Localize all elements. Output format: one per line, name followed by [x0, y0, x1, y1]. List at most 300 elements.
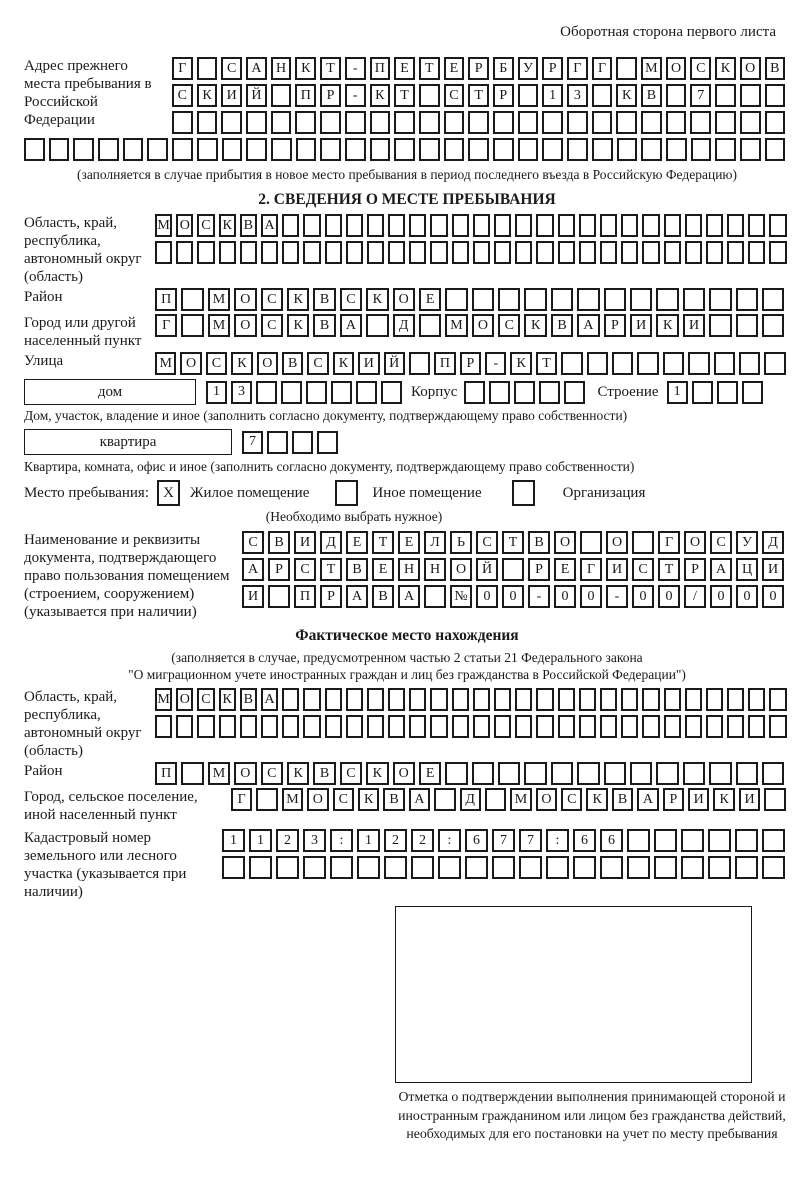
char-cell[interactable] — [708, 829, 731, 852]
actual-region-row-1[interactable] — [155, 688, 787, 711]
char-cell[interactable]: 1 — [249, 829, 272, 852]
char-cell[interactable]: С — [261, 314, 283, 337]
char-cell[interactable]: Д — [393, 314, 415, 337]
char-cell[interactable]: О — [180, 352, 201, 375]
char-cell[interactable] — [24, 138, 45, 161]
char-cell[interactable]: Т — [468, 84, 489, 107]
char-cell[interactable] — [739, 352, 760, 375]
char-cell[interactable] — [419, 138, 440, 161]
char-cell[interactable]: № — [450, 585, 472, 608]
char-cell[interactable] — [465, 856, 488, 879]
char-cell[interactable] — [579, 214, 596, 237]
char-cell[interactable] — [409, 214, 426, 237]
char-cell[interactable] — [558, 214, 575, 237]
char-cell[interactable] — [664, 715, 681, 738]
char-cell[interactable]: Е — [394, 57, 415, 80]
char-cell[interactable]: Г — [580, 558, 602, 581]
char-cell[interactable]: М — [641, 57, 662, 80]
char-cell[interactable] — [221, 111, 242, 134]
apartment-number-row[interactable] — [242, 431, 338, 454]
char-cell[interactable] — [493, 111, 514, 134]
char-cell[interactable]: С — [307, 352, 328, 375]
char-cell[interactable]: П — [155, 288, 177, 311]
char-cell[interactable]: А — [577, 314, 599, 337]
char-cell[interactable]: О — [472, 314, 494, 337]
char-cell[interactable] — [706, 241, 723, 264]
char-cell[interactable]: И — [739, 788, 760, 811]
char-cell[interactable] — [685, 715, 702, 738]
char-cell[interactable] — [367, 214, 384, 237]
char-cell[interactable] — [681, 829, 704, 852]
char-cell[interactable]: С — [710, 531, 732, 554]
char-cell[interactable] — [592, 138, 613, 161]
char-cell[interactable]: М — [445, 314, 467, 337]
char-cell[interactable]: К — [713, 788, 734, 811]
char-cell[interactable]: Д — [460, 788, 481, 811]
char-cell[interactable] — [748, 241, 765, 264]
char-cell[interactable] — [430, 214, 447, 237]
char-cell[interactable] — [73, 138, 94, 161]
char-cell[interactable]: О — [393, 288, 415, 311]
char-cell[interactable] — [246, 111, 267, 134]
char-cell[interactable]: Г — [658, 531, 680, 554]
char-cell[interactable] — [709, 314, 731, 337]
char-cell[interactable] — [742, 381, 763, 404]
char-cell[interactable] — [181, 314, 203, 337]
char-cell[interactable] — [445, 288, 467, 311]
char-cell[interactable] — [681, 856, 704, 879]
char-cell[interactable]: Д — [320, 531, 342, 554]
char-cell[interactable] — [176, 715, 193, 738]
char-cell[interactable] — [536, 715, 553, 738]
cadastre-row-2[interactable] — [222, 856, 785, 879]
char-cell[interactable] — [320, 138, 341, 161]
char-cell[interactable]: Г — [592, 57, 613, 80]
char-cell[interactable]: С — [261, 288, 283, 311]
char-cell[interactable] — [519, 856, 542, 879]
char-cell[interactable]: Й — [246, 84, 267, 107]
char-cell[interactable]: Р — [268, 558, 290, 581]
char-cell[interactable]: Г — [172, 57, 193, 80]
char-cell[interactable]: Т — [419, 57, 440, 80]
char-cell[interactable] — [367, 715, 384, 738]
char-cell[interactable] — [384, 856, 407, 879]
char-cell[interactable]: Г — [155, 314, 177, 337]
char-cell[interactable] — [546, 856, 569, 879]
char-cell[interactable] — [727, 214, 744, 237]
char-cell[interactable]: П — [370, 57, 391, 80]
char-cell[interactable] — [567, 138, 588, 161]
char-cell[interactable]: С — [172, 84, 193, 107]
char-cell[interactable] — [452, 715, 469, 738]
char-cell[interactable] — [518, 138, 539, 161]
char-cell[interactable]: 3 — [231, 381, 252, 404]
document-row-1[interactable] — [242, 531, 784, 554]
char-cell[interactable] — [666, 138, 687, 161]
char-cell[interactable] — [551, 288, 573, 311]
char-cell[interactable] — [690, 111, 711, 134]
char-cell[interactable] — [542, 138, 563, 161]
char-cell[interactable] — [769, 715, 786, 738]
char-cell[interactable]: С — [498, 314, 520, 337]
char-cell[interactable]: А — [346, 585, 368, 608]
char-cell[interactable] — [769, 214, 786, 237]
char-cell[interactable]: У — [736, 531, 758, 554]
char-cell[interactable]: И — [606, 558, 628, 581]
char-cell[interactable]: И — [683, 314, 705, 337]
char-cell[interactable] — [616, 111, 637, 134]
char-cell[interactable]: Й — [476, 558, 498, 581]
char-cell[interactable] — [630, 762, 652, 785]
char-cell[interactable] — [123, 138, 144, 161]
char-cell[interactable] — [764, 352, 785, 375]
char-cell[interactable]: Е — [419, 762, 441, 785]
char-cell[interactable]: С — [476, 531, 498, 554]
char-cell[interactable] — [494, 241, 511, 264]
char-cell[interactable] — [654, 856, 677, 879]
char-cell[interactable]: М — [208, 288, 230, 311]
char-cell[interactable] — [282, 715, 299, 738]
char-cell[interactable] — [706, 214, 723, 237]
char-cell[interactable] — [268, 585, 290, 608]
prev-address-row-4[interactable] — [24, 138, 790, 161]
char-cell[interactable] — [579, 688, 596, 711]
char-cell[interactable]: О — [176, 688, 193, 711]
char-cell[interactable] — [367, 241, 384, 264]
char-cell[interactable]: К — [287, 762, 309, 785]
char-cell[interactable] — [664, 241, 681, 264]
char-cell[interactable]: Т — [536, 352, 557, 375]
char-cell[interactable] — [240, 241, 257, 264]
char-cell[interactable]: А — [398, 585, 420, 608]
char-cell[interactable]: А — [261, 688, 278, 711]
char-cell[interactable] — [181, 762, 203, 785]
char-cell[interactable]: А — [246, 57, 267, 80]
char-cell[interactable]: И — [221, 84, 242, 107]
char-cell[interactable] — [558, 241, 575, 264]
char-cell[interactable] — [769, 241, 786, 264]
char-cell[interactable]: : — [438, 829, 461, 852]
char-cell[interactable] — [736, 762, 758, 785]
char-cell[interactable] — [303, 241, 320, 264]
char-cell[interactable] — [600, 214, 617, 237]
char-cell[interactable]: Т — [372, 531, 394, 554]
char-cell[interactable]: 0 — [736, 585, 758, 608]
char-cell[interactable] — [715, 138, 736, 161]
char-cell[interactable] — [740, 84, 761, 107]
char-cell[interactable]: С — [197, 214, 214, 237]
char-cell[interactable] — [434, 788, 455, 811]
char-cell[interactable] — [438, 856, 461, 879]
char-cell[interactable] — [765, 111, 786, 134]
char-cell[interactable] — [714, 352, 735, 375]
char-cell[interactable] — [604, 762, 626, 785]
cadastre-row-1[interactable] — [222, 829, 785, 852]
char-cell[interactable] — [692, 381, 713, 404]
char-cell[interactable]: К — [219, 214, 236, 237]
char-cell[interactable] — [600, 856, 623, 879]
actual-district-row[interactable] — [155, 762, 784, 785]
char-cell[interactable] — [580, 531, 602, 554]
char-cell[interactable]: О — [307, 788, 328, 811]
char-cell[interactable] — [764, 788, 785, 811]
char-cell[interactable] — [424, 585, 446, 608]
char-cell[interactable] — [282, 688, 299, 711]
char-cell[interactable] — [317, 431, 338, 454]
stroenie-row[interactable] — [667, 381, 763, 404]
char-cell[interactable] — [147, 138, 168, 161]
char-cell[interactable] — [740, 111, 761, 134]
char-cell[interactable]: Д — [762, 531, 784, 554]
char-cell[interactable]: О — [234, 314, 256, 337]
char-cell[interactable] — [240, 715, 257, 738]
char-cell[interactable] — [271, 138, 292, 161]
char-cell[interactable]: Р — [663, 788, 684, 811]
char-cell[interactable]: Е — [444, 57, 465, 80]
char-cell[interactable]: : — [330, 829, 353, 852]
char-cell[interactable] — [331, 381, 352, 404]
char-cell[interactable] — [473, 715, 490, 738]
char-cell[interactable]: Р — [528, 558, 550, 581]
char-cell[interactable] — [409, 241, 426, 264]
char-cell[interactable]: В — [641, 84, 662, 107]
char-cell[interactable]: С — [340, 288, 362, 311]
char-cell[interactable]: 1 — [357, 829, 380, 852]
other-premises-checkbox[interactable] — [335, 480, 358, 506]
char-cell[interactable] — [464, 381, 485, 404]
char-cell[interactable] — [600, 241, 617, 264]
char-cell[interactable] — [492, 856, 515, 879]
char-cell[interactable]: / — [684, 585, 706, 608]
house-number-row[interactable] — [206, 381, 402, 404]
char-cell[interactable] — [197, 111, 218, 134]
char-cell[interactable]: Г — [231, 788, 252, 811]
char-cell[interactable] — [567, 111, 588, 134]
char-cell[interactable]: 2 — [276, 829, 299, 852]
char-cell[interactable] — [762, 288, 784, 311]
document-row-3[interactable] — [242, 585, 784, 608]
char-cell[interactable] — [394, 138, 415, 161]
char-cell[interactable]: А — [261, 214, 278, 237]
char-cell[interactable] — [325, 688, 342, 711]
prev-address-row-1[interactable] — [172, 57, 785, 80]
char-cell[interactable] — [536, 688, 553, 711]
char-cell[interactable] — [762, 829, 785, 852]
char-cell[interactable] — [637, 352, 658, 375]
region-row-1[interactable] — [155, 214, 787, 237]
char-cell[interactable]: О — [740, 57, 761, 80]
char-cell[interactable] — [592, 84, 613, 107]
char-cell[interactable]: К — [656, 314, 678, 337]
char-cell[interactable] — [261, 241, 278, 264]
char-cell[interactable] — [524, 762, 546, 785]
char-cell[interactable]: 0 — [632, 585, 654, 608]
char-cell[interactable]: Р — [542, 57, 563, 80]
char-cell[interactable] — [736, 314, 758, 337]
char-cell[interactable]: Г — [567, 57, 588, 80]
char-cell[interactable]: Р — [604, 314, 626, 337]
char-cell[interactable] — [388, 214, 405, 237]
char-cell[interactable] — [356, 381, 377, 404]
char-cell[interactable] — [494, 715, 511, 738]
char-cell[interactable] — [709, 762, 731, 785]
char-cell[interactable]: В — [528, 531, 550, 554]
char-cell[interactable] — [518, 84, 539, 107]
char-cell[interactable] — [765, 138, 786, 161]
char-cell[interactable]: 0 — [580, 585, 602, 608]
char-cell[interactable]: Ь — [450, 531, 472, 554]
char-cell[interactable]: С — [690, 57, 711, 80]
char-cell[interactable]: 1 — [222, 829, 245, 852]
char-cell[interactable] — [600, 715, 617, 738]
char-cell[interactable] — [762, 314, 784, 337]
char-cell[interactable] — [303, 688, 320, 711]
char-cell[interactable] — [642, 715, 659, 738]
char-cell[interactable] — [303, 856, 326, 879]
char-cell[interactable]: С — [206, 352, 227, 375]
char-cell[interactable]: И — [762, 558, 784, 581]
char-cell[interactable] — [197, 138, 218, 161]
char-cell[interactable] — [473, 688, 490, 711]
char-cell[interactable] — [536, 241, 553, 264]
char-cell[interactable]: Т — [394, 84, 415, 107]
char-cell[interactable]: 3 — [567, 84, 588, 107]
char-cell[interactable] — [748, 688, 765, 711]
char-cell[interactable] — [685, 688, 702, 711]
char-cell[interactable]: Б — [493, 57, 514, 80]
char-cell[interactable] — [627, 829, 650, 852]
char-cell[interactable]: Е — [554, 558, 576, 581]
char-cell[interactable] — [577, 762, 599, 785]
char-cell[interactable]: Т — [320, 558, 342, 581]
char-cell[interactable] — [708, 856, 731, 879]
char-cell[interactable]: О — [176, 214, 193, 237]
char-cell[interactable] — [452, 241, 469, 264]
char-cell[interactable]: Й — [384, 352, 405, 375]
char-cell[interactable] — [621, 214, 638, 237]
char-cell[interactable]: 2 — [411, 829, 434, 852]
street-row[interactable] — [155, 352, 786, 375]
char-cell[interactable] — [518, 111, 539, 134]
char-cell[interactable] — [271, 111, 292, 134]
char-cell[interactable] — [346, 688, 363, 711]
char-cell[interactable] — [357, 856, 380, 879]
char-cell[interactable]: К — [370, 84, 391, 107]
char-cell[interactable]: В — [551, 314, 573, 337]
char-cell[interactable] — [656, 288, 678, 311]
char-cell[interactable]: 1 — [667, 381, 688, 404]
korpus-row[interactable] — [464, 381, 585, 404]
char-cell[interactable] — [762, 856, 785, 879]
char-cell[interactable]: К — [366, 762, 388, 785]
char-cell[interactable]: В — [282, 352, 303, 375]
char-cell[interactable]: Т — [502, 531, 524, 554]
char-cell[interactable] — [296, 138, 317, 161]
char-cell[interactable] — [345, 111, 366, 134]
char-cell[interactable] — [709, 288, 731, 311]
char-cell[interactable] — [430, 688, 447, 711]
char-cell[interactable] — [249, 856, 272, 879]
char-cell[interactable]: Р — [684, 558, 706, 581]
char-cell[interactable]: К — [586, 788, 607, 811]
char-cell[interactable]: 6 — [465, 829, 488, 852]
char-cell[interactable]: М — [208, 762, 230, 785]
char-cell[interactable] — [524, 288, 546, 311]
char-cell[interactable]: 6 — [573, 829, 596, 852]
document-row-2[interactable] — [242, 558, 784, 581]
char-cell[interactable]: О — [554, 531, 576, 554]
char-cell[interactable] — [197, 57, 218, 80]
char-cell[interactable]: В — [765, 57, 786, 80]
char-cell[interactable] — [473, 214, 490, 237]
char-cell[interactable] — [612, 352, 633, 375]
char-cell[interactable]: 6 — [600, 829, 623, 852]
char-cell[interactable] — [542, 111, 563, 134]
char-cell[interactable] — [409, 688, 426, 711]
char-cell[interactable] — [558, 715, 575, 738]
char-cell[interactable]: 0 — [476, 585, 498, 608]
char-cell[interactable]: В — [346, 558, 368, 581]
char-cell[interactable]: С — [333, 788, 354, 811]
char-cell[interactable] — [514, 381, 535, 404]
char-cell[interactable] — [592, 111, 613, 134]
char-cell[interactable]: Е — [346, 531, 368, 554]
char-cell[interactable] — [222, 138, 243, 161]
char-cell[interactable] — [49, 138, 70, 161]
char-cell[interactable] — [494, 688, 511, 711]
char-cell[interactable]: О — [234, 288, 256, 311]
char-cell[interactable] — [388, 241, 405, 264]
char-cell[interactable]: 2 — [384, 829, 407, 852]
char-cell[interactable] — [498, 288, 520, 311]
char-cell[interactable] — [664, 214, 681, 237]
char-cell[interactable] — [370, 138, 391, 161]
char-cell[interactable] — [515, 715, 532, 738]
char-cell[interactable] — [181, 288, 203, 311]
char-cell[interactable]: Е — [372, 558, 394, 581]
char-cell[interactable] — [222, 856, 245, 879]
char-cell[interactable] — [600, 688, 617, 711]
char-cell[interactable] — [632, 531, 654, 554]
char-cell[interactable] — [493, 138, 514, 161]
char-cell[interactable]: 3 — [303, 829, 326, 852]
char-cell[interactable] — [683, 288, 705, 311]
char-cell[interactable] — [616, 57, 637, 80]
char-cell[interactable] — [579, 715, 596, 738]
char-cell[interactable]: И — [688, 788, 709, 811]
char-cell[interactable]: С — [242, 531, 264, 554]
char-cell[interactable]: Н — [398, 558, 420, 581]
char-cell[interactable] — [489, 381, 510, 404]
char-cell[interactable] — [641, 138, 662, 161]
char-cell[interactable]: В — [240, 214, 257, 237]
char-cell[interactable] — [411, 856, 434, 879]
char-cell[interactable]: А — [409, 788, 430, 811]
char-cell[interactable]: 0 — [658, 585, 680, 608]
char-cell[interactable] — [452, 214, 469, 237]
char-cell[interactable]: 0 — [710, 585, 732, 608]
prev-address-row-3[interactable] — [172, 111, 785, 134]
char-cell[interactable]: С — [561, 788, 582, 811]
char-cell[interactable] — [444, 111, 465, 134]
char-cell[interactable] — [577, 288, 599, 311]
char-cell[interactable]: М — [155, 214, 172, 237]
char-cell[interactable]: - — [345, 57, 366, 80]
char-cell[interactable] — [706, 688, 723, 711]
char-cell[interactable] — [621, 688, 638, 711]
char-cell[interactable] — [748, 214, 765, 237]
char-cell[interactable] — [762, 762, 784, 785]
